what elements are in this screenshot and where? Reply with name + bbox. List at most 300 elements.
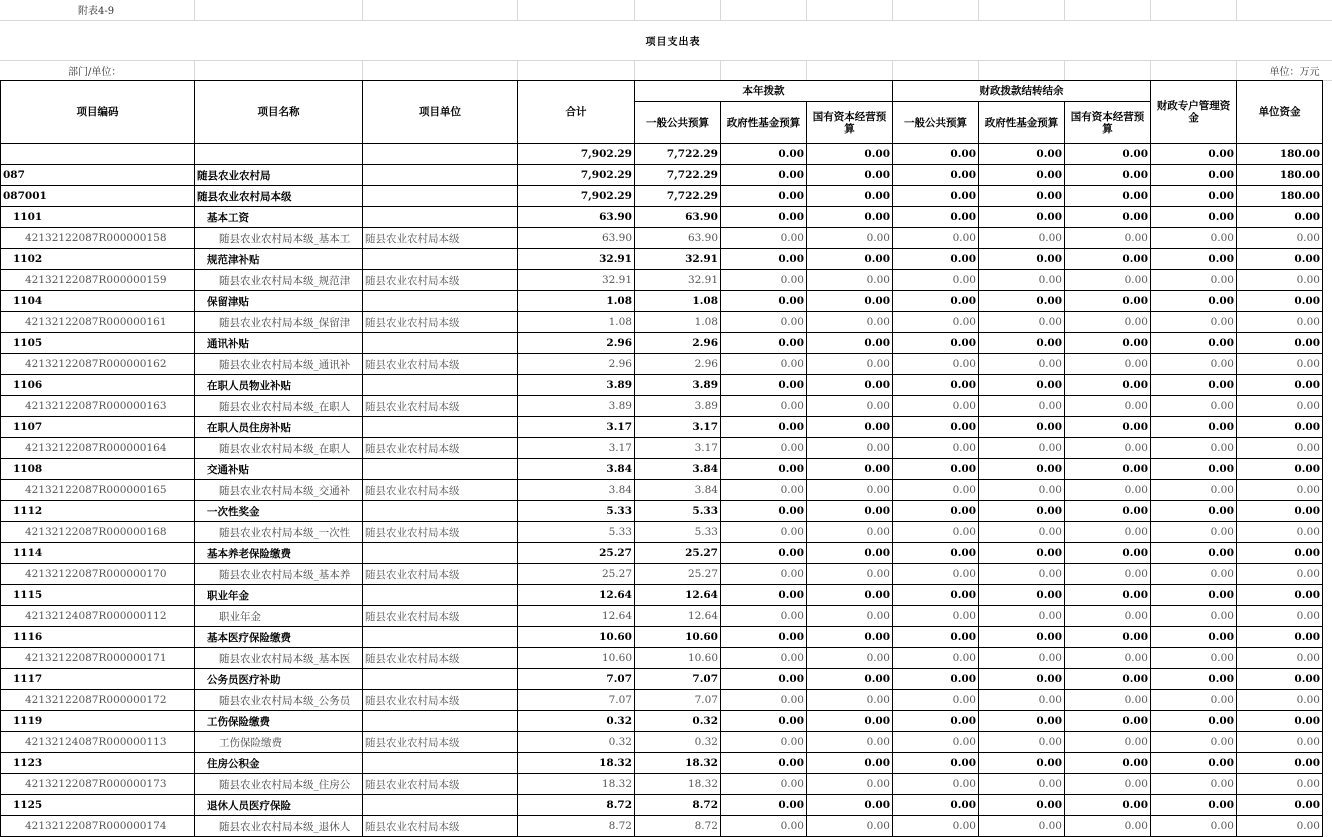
cell-g2-general[interactable]: 0.00 [893, 564, 979, 585]
cell-project-name[interactable]: 住房公积金 [195, 753, 363, 774]
cell-g1-general[interactable]: 2.96 [635, 333, 721, 354]
cell-special-account[interactable]: 0.00 [1151, 312, 1237, 333]
cell-project-name[interactable]: 随县农业农村局本级_规范津 [195, 270, 363, 291]
cell-g2-general[interactable]: 0.00 [893, 291, 979, 312]
cell-g1-state-capital[interactable]: 0.00 [807, 207, 893, 228]
cell-project-unit[interactable] [363, 186, 518, 207]
cell-project-unit[interactable]: 随县农业农村局本级 [363, 564, 518, 585]
cell-project-code[interactable]: 42132122087R000000168 [1, 522, 195, 543]
cell-special-account[interactable]: 0.00 [1151, 438, 1237, 459]
table-row[interactable] [1, 753, 1323, 774]
cell-project-code[interactable]: 1123 [1, 753, 195, 774]
cell-g1-state-capital[interactable]: 0.00 [807, 333, 893, 354]
cell-self-funds[interactable]: 0.00 [1237, 501, 1323, 522]
cell-project-name[interactable]: 随县农业农村局本级_基本养 [195, 564, 363, 585]
cell-total[interactable]: 7.07 [518, 669, 635, 690]
cell-g2-state-capital[interactable]: 0.00 [1065, 312, 1151, 333]
cell-total[interactable]: 18.32 [518, 753, 635, 774]
cell-g1-gov-fund[interactable]: 0.00 [721, 144, 807, 165]
cell-project-unit[interactable] [363, 249, 518, 270]
cell-g1-state-capital[interactable]: 0.00 [807, 480, 893, 501]
cell-g1-state-capital[interactable]: 0.00 [807, 354, 893, 375]
cell-special-account[interactable]: 0.00 [1151, 228, 1237, 249]
cell-self-funds[interactable]: 0.00 [1237, 375, 1323, 396]
cell-total[interactable]: 3.84 [518, 480, 635, 501]
cell-g2-gov-fund[interactable]: 0.00 [979, 354, 1065, 375]
cell-project-name[interactable]: 基本工资 [195, 207, 363, 228]
cell-g2-general[interactable]: 0.00 [893, 816, 979, 837]
cell-g1-state-capital[interactable]: 0.00 [807, 585, 893, 606]
cell-project-unit[interactable]: 随县农业农村局本级 [363, 606, 518, 627]
cell-g1-state-capital[interactable]: 0.00 [807, 774, 893, 795]
cell-g2-gov-fund[interactable]: 0.00 [979, 795, 1065, 816]
cell-g2-gov-fund[interactable]: 0.00 [979, 144, 1065, 165]
cell-self-funds[interactable]: 0.00 [1237, 606, 1323, 627]
cell-g1-state-capital[interactable]: 0.00 [807, 144, 893, 165]
cell-total[interactable]: 7,902.29 [518, 144, 635, 165]
header-g2-general[interactable]: 一般公共预算 [893, 102, 979, 144]
cell-g2-general[interactable]: 0.00 [893, 711, 979, 732]
cell-g2-gov-fund[interactable]: 0.00 [979, 648, 1065, 669]
cell-self-funds[interactable]: 0.00 [1237, 459, 1323, 480]
cell-g2-state-capital[interactable]: 0.00 [1065, 774, 1151, 795]
cell-special-account[interactable]: 0.00 [1151, 375, 1237, 396]
cell-special-account[interactable]: 0.00 [1151, 270, 1237, 291]
cell-self-funds[interactable]: 0.00 [1237, 417, 1323, 438]
cell-special-account[interactable]: 0.00 [1151, 165, 1237, 186]
cell-self-funds[interactable]: 180.00 [1237, 144, 1323, 165]
cell-g1-state-capital[interactable]: 0.00 [807, 627, 893, 648]
header-total[interactable]: 合计 [518, 81, 635, 144]
cell-g2-general[interactable]: 0.00 [893, 753, 979, 774]
cell-project-name[interactable]: 随县农业农村局本级_基本工 [195, 228, 363, 249]
cell-g2-general[interactable]: 0.00 [893, 438, 979, 459]
cell-special-account[interactable]: 0.00 [1151, 753, 1237, 774]
cell-g1-gov-fund[interactable]: 0.00 [721, 291, 807, 312]
cell-project-name[interactable]: 随县农业农村局本级_公务员 [195, 690, 363, 711]
cell-g2-gov-fund[interactable]: 0.00 [979, 270, 1065, 291]
cell-g1-general[interactable]: 10.60 [635, 648, 721, 669]
cell-g2-gov-fund[interactable]: 0.00 [979, 249, 1065, 270]
table-row[interactable] [1, 606, 1323, 627]
cell-project-name[interactable]: 规范津补贴 [195, 249, 363, 270]
cell-total[interactable]: 12.64 [518, 585, 635, 606]
table-row[interactable] [1, 522, 1323, 543]
cell-project-name[interactable]: 在职人员住房补贴 [195, 417, 363, 438]
cell-g2-gov-fund[interactable]: 0.00 [979, 543, 1065, 564]
cell-total[interactable]: 10.60 [518, 648, 635, 669]
cell-project-unit[interactable]: 随县农业农村局本级 [363, 270, 518, 291]
cell-g2-gov-fund[interactable]: 0.00 [979, 690, 1065, 711]
cell-project-name[interactable]: 职业年金 [195, 585, 363, 606]
cell-g1-state-capital[interactable]: 0.00 [807, 291, 893, 312]
cell-g1-gov-fund[interactable]: 0.00 [721, 669, 807, 690]
cell-g2-gov-fund[interactable]: 0.00 [979, 333, 1065, 354]
cell-project-unit[interactable]: 随县农业农村局本级 [363, 396, 518, 417]
cell-project-unit[interactable]: 随县农业农村局本级 [363, 648, 518, 669]
cell-project-unit[interactable] [363, 585, 518, 606]
cell-self-funds[interactable]: 0.00 [1237, 816, 1323, 837]
table-row[interactable] [1, 144, 1323, 165]
cell-g1-general[interactable]: 1.08 [635, 312, 721, 333]
cell-g2-state-capital[interactable]: 0.00 [1065, 459, 1151, 480]
cell-project-unit[interactable]: 随县农业农村局本级 [363, 312, 518, 333]
cell-project-code[interactable]: 42132122087R000000163 [1, 396, 195, 417]
cell-self-funds[interactable]: 0.00 [1237, 795, 1323, 816]
cell-total[interactable]: 7.07 [518, 690, 635, 711]
note-cell[interactable]: 附表4-9 [0, 0, 194, 20]
cell-g2-state-capital[interactable]: 0.00 [1065, 690, 1151, 711]
cell-project-code[interactable]: 1119 [1, 711, 195, 732]
cell-project-name[interactable]: 随县农业农村局本级_住房公 [195, 774, 363, 795]
cell-g1-gov-fund[interactable]: 0.00 [721, 711, 807, 732]
cell-g2-state-capital[interactable]: 0.00 [1065, 270, 1151, 291]
cell-project-name[interactable]: 工伤保险缴费 [195, 732, 363, 753]
cell-project-unit[interactable]: 随县农业农村局本级 [363, 480, 518, 501]
cell-project-unit[interactable]: 随县农业农村局本级 [363, 354, 518, 375]
cell-g1-general[interactable]: 10.60 [635, 627, 721, 648]
cell-project-name[interactable]: 退休人员医疗保险 [195, 795, 363, 816]
cell-g1-gov-fund[interactable]: 0.00 [721, 501, 807, 522]
cell-g1-gov-fund[interactable]: 0.00 [721, 522, 807, 543]
cell-g2-gov-fund[interactable]: 0.00 [979, 627, 1065, 648]
table-row[interactable] [1, 795, 1323, 816]
cell-g1-general[interactable]: 7,722.29 [635, 165, 721, 186]
cell-total[interactable]: 8.72 [518, 816, 635, 837]
cell-self-funds[interactable]: 0.00 [1237, 396, 1323, 417]
cell-project-code[interactable]: 42132122087R000000170 [1, 564, 195, 585]
cell-self-funds[interactable]: 0.00 [1237, 333, 1323, 354]
cell-g2-general[interactable]: 0.00 [893, 690, 979, 711]
cell-g1-general[interactable]: 5.33 [635, 501, 721, 522]
cell-g2-gov-fund[interactable]: 0.00 [979, 228, 1065, 249]
unit-label-cell[interactable]: 单位：万元 [1236, 60, 1332, 80]
cell-project-code[interactable]: 1104 [1, 291, 195, 312]
cell-project-name[interactable]: 随县农业农村局本级_在职人 [195, 396, 363, 417]
cell-g2-gov-fund[interactable]: 0.00 [979, 186, 1065, 207]
cell-total[interactable]: 2.96 [518, 354, 635, 375]
cell-g2-state-capital[interactable]: 0.00 [1065, 165, 1151, 186]
cell-project-name[interactable]: 随县农业农村局本级_保留津 [195, 312, 363, 333]
cell-g1-general[interactable]: 3.84 [635, 480, 721, 501]
cell-g2-general[interactable]: 0.00 [893, 606, 979, 627]
cell-project-code[interactable]: 1115 [1, 585, 195, 606]
table-title[interactable]: 项目支出表 [0, 20, 1332, 60]
cell-g1-general[interactable]: 12.64 [635, 606, 721, 627]
cell-g1-state-capital[interactable]: 0.00 [807, 270, 893, 291]
table-row[interactable] [1, 354, 1323, 375]
header-code[interactable]: 项目编码 [1, 81, 195, 144]
cell-g1-general[interactable]: 8.72 [635, 816, 721, 837]
cell-g2-state-capital[interactable]: 0.00 [1065, 648, 1151, 669]
table-row[interactable] [1, 228, 1323, 249]
table-row[interactable] [1, 417, 1323, 438]
cell-g1-general[interactable]: 32.91 [635, 249, 721, 270]
cell-project-name[interactable]: 随县农业农村局本级_交通补 [195, 480, 363, 501]
header-group-carryover[interactable]: 财政拨款结转结余 [893, 81, 1151, 102]
cell-self-funds[interactable]: 0.00 [1237, 627, 1323, 648]
cell-g1-gov-fund[interactable]: 0.00 [721, 564, 807, 585]
cell-g2-general[interactable]: 0.00 [893, 186, 979, 207]
cell-project-name[interactable]: 公务员医疗补助 [195, 669, 363, 690]
cell-g1-general[interactable]: 3.84 [635, 459, 721, 480]
table-row[interactable] [1, 291, 1323, 312]
cell-total[interactable]: 3.89 [518, 396, 635, 417]
cell-g2-general[interactable]: 0.00 [893, 228, 979, 249]
cell-g1-general[interactable]: 32.91 [635, 270, 721, 291]
cell-g1-general[interactable]: 25.27 [635, 543, 721, 564]
cell-g1-general[interactable]: 3.89 [635, 396, 721, 417]
cell-project-unit[interactable]: 随县农业农村局本级 [363, 228, 518, 249]
cell-g2-state-capital[interactable]: 0.00 [1065, 228, 1151, 249]
cell-g1-gov-fund[interactable]: 0.00 [721, 606, 807, 627]
cell-g1-state-capital[interactable]: 0.00 [807, 165, 893, 186]
cell-g1-general[interactable]: 3.17 [635, 417, 721, 438]
cell-self-funds[interactable]: 0.00 [1237, 354, 1323, 375]
cell-g2-gov-fund[interactable]: 0.00 [979, 501, 1065, 522]
cell-self-funds[interactable]: 0.00 [1237, 690, 1323, 711]
cell-g2-state-capital[interactable]: 0.00 [1065, 354, 1151, 375]
cell-g2-general[interactable]: 0.00 [893, 543, 979, 564]
cell-self-funds[interactable]: 0.00 [1237, 522, 1323, 543]
cell-g2-state-capital[interactable]: 0.00 [1065, 522, 1151, 543]
table-row[interactable] [1, 396, 1323, 417]
cell-g2-state-capital[interactable]: 0.00 [1065, 438, 1151, 459]
cell-project-code[interactable]: 1106 [1, 375, 195, 396]
cell-g2-general[interactable]: 0.00 [893, 333, 979, 354]
cell-g2-gov-fund[interactable]: 0.00 [979, 375, 1065, 396]
cell-special-account[interactable]: 0.00 [1151, 291, 1237, 312]
table-row[interactable] [1, 375, 1323, 396]
cell-g2-general[interactable]: 0.00 [893, 585, 979, 606]
cell-g1-state-capital[interactable]: 0.00 [807, 753, 893, 774]
table-row[interactable] [1, 270, 1323, 291]
cell-g2-gov-fund[interactable]: 0.00 [979, 438, 1065, 459]
cell-project-code[interactable]: 1105 [1, 333, 195, 354]
cell-g1-gov-fund[interactable]: 0.00 [721, 333, 807, 354]
cell-project-unit[interactable]: 随县农业农村局本级 [363, 732, 518, 753]
cell-project-code[interactable]: 42132122087R000000165 [1, 480, 195, 501]
cell-g1-state-capital[interactable]: 0.00 [807, 228, 893, 249]
cell-project-name[interactable]: 一次性奖金 [195, 501, 363, 522]
cell-special-account[interactable]: 0.00 [1151, 585, 1237, 606]
cell-special-account[interactable]: 0.00 [1151, 396, 1237, 417]
cell-project-unit[interactable] [363, 669, 518, 690]
cell-project-code[interactable] [1, 144, 195, 165]
cell-self-funds[interactable]: 0.00 [1237, 480, 1323, 501]
header-group-current-year[interactable]: 本年拨款 [635, 81, 893, 102]
cell-total[interactable]: 3.17 [518, 438, 635, 459]
cell-special-account[interactable]: 0.00 [1151, 795, 1237, 816]
table-row[interactable] [1, 480, 1323, 501]
cell-g1-state-capital[interactable]: 0.00 [807, 396, 893, 417]
cell-g2-state-capital[interactable]: 0.00 [1065, 333, 1151, 354]
cell-self-funds[interactable]: 0.00 [1237, 438, 1323, 459]
cell-g1-general[interactable]: 18.32 [635, 753, 721, 774]
cell-project-name[interactable]: 通讯补贴 [195, 333, 363, 354]
cell-g1-gov-fund[interactable]: 0.00 [721, 396, 807, 417]
table-row[interactable] [1, 207, 1323, 228]
cell-g1-state-capital[interactable]: 0.00 [807, 564, 893, 585]
cell-total[interactable]: 25.27 [518, 564, 635, 585]
cell-total[interactable]: 12.64 [518, 606, 635, 627]
cell-g1-gov-fund[interactable]: 0.00 [721, 165, 807, 186]
cell-g2-general[interactable]: 0.00 [893, 774, 979, 795]
cell-project-code[interactable]: 1107 [1, 417, 195, 438]
table-row[interactable] [1, 627, 1323, 648]
cell-project-unit[interactable] [363, 627, 518, 648]
cell-g1-state-capital[interactable]: 0.00 [807, 795, 893, 816]
cell-project-name[interactable] [195, 144, 363, 165]
cell-project-name[interactable]: 基本养老保险缴费 [195, 543, 363, 564]
table-row[interactable] [1, 774, 1323, 795]
cell-project-code[interactable]: 087 [1, 165, 195, 186]
cell-self-funds[interactable]: 0.00 [1237, 564, 1323, 585]
cell-g1-state-capital[interactable]: 0.00 [807, 438, 893, 459]
cell-g2-general[interactable]: 0.00 [893, 480, 979, 501]
cell-g1-gov-fund[interactable]: 0.00 [721, 375, 807, 396]
header-g1-general[interactable]: 一般公共预算 [635, 102, 721, 144]
cell-g1-general[interactable]: 7,722.29 [635, 144, 721, 165]
cell-project-name[interactable]: 职业年金 [195, 606, 363, 627]
cell-project-unit[interactable] [363, 291, 518, 312]
cell-total[interactable]: 18.32 [518, 774, 635, 795]
cell-project-code[interactable]: 42132122087R000000158 [1, 228, 195, 249]
table-row[interactable] [1, 648, 1323, 669]
cell-g2-gov-fund[interactable]: 0.00 [979, 753, 1065, 774]
cell-g1-state-capital[interactable]: 0.00 [807, 606, 893, 627]
cell-g1-general[interactable]: 2.96 [635, 354, 721, 375]
cell-g2-gov-fund[interactable]: 0.00 [979, 207, 1065, 228]
cell-total[interactable]: 1.08 [518, 291, 635, 312]
cell-g1-gov-fund[interactable]: 0.00 [721, 312, 807, 333]
cell-special-account[interactable]: 0.00 [1151, 606, 1237, 627]
cell-g1-state-capital[interactable]: 0.00 [807, 543, 893, 564]
cell-g2-general[interactable]: 0.00 [893, 648, 979, 669]
cell-g2-gov-fund[interactable]: 0.00 [979, 564, 1065, 585]
header-special-account[interactable]: 财政专户管理资金 [1151, 81, 1237, 144]
table-row[interactable] [1, 669, 1323, 690]
cell-g2-state-capital[interactable]: 0.00 [1065, 816, 1151, 837]
cell-g2-state-capital[interactable]: 0.00 [1065, 564, 1151, 585]
header-name[interactable]: 项目名称 [195, 81, 363, 144]
cell-g2-general[interactable]: 0.00 [893, 627, 979, 648]
cell-g1-gov-fund[interactable]: 0.00 [721, 774, 807, 795]
cell-special-account[interactable]: 0.00 [1151, 732, 1237, 753]
cell-g2-gov-fund[interactable]: 0.00 [979, 480, 1065, 501]
cell-g2-general[interactable]: 0.00 [893, 459, 979, 480]
cell-g2-gov-fund[interactable]: 0.00 [979, 291, 1065, 312]
cell-special-account[interactable]: 0.00 [1151, 669, 1237, 690]
cell-project-unit[interactable] [363, 753, 518, 774]
cell-self-funds[interactable]: 0.00 [1237, 249, 1323, 270]
cell-project-unit[interactable] [363, 459, 518, 480]
cell-project-unit[interactable]: 随县农业农村局本级 [363, 774, 518, 795]
cell-project-unit[interactable]: 随县农业农村局本级 [363, 816, 518, 837]
cell-g1-state-capital[interactable]: 0.00 [807, 816, 893, 837]
cell-g2-gov-fund[interactable]: 0.00 [979, 711, 1065, 732]
cell-g2-gov-fund[interactable]: 0.00 [979, 165, 1065, 186]
cell-self-funds[interactable]: 0.00 [1237, 648, 1323, 669]
cell-total[interactable]: 5.33 [518, 501, 635, 522]
cell-self-funds[interactable]: 0.00 [1237, 543, 1323, 564]
cell-total[interactable]: 3.84 [518, 459, 635, 480]
cell-g1-state-capital[interactable]: 0.00 [807, 732, 893, 753]
cell-total[interactable]: 10.60 [518, 627, 635, 648]
cell-g1-general[interactable]: 7,722.29 [635, 186, 721, 207]
cell-self-funds[interactable]: 0.00 [1237, 312, 1323, 333]
cell-self-funds[interactable]: 0.00 [1237, 711, 1323, 732]
cell-g1-gov-fund[interactable]: 0.00 [721, 228, 807, 249]
cell-project-unit[interactable] [363, 795, 518, 816]
cell-total[interactable]: 0.32 [518, 732, 635, 753]
cell-g2-state-capital[interactable]: 0.00 [1065, 291, 1151, 312]
cell-g2-state-capital[interactable]: 0.00 [1065, 753, 1151, 774]
cell-self-funds[interactable]: 0.00 [1237, 732, 1323, 753]
cell-total[interactable]: 3.17 [518, 417, 635, 438]
cell-g2-gov-fund[interactable]: 0.00 [979, 732, 1065, 753]
cell-project-name[interactable]: 随县农业农村局本级_退休人 [195, 816, 363, 837]
header-g2-state-capital[interactable]: 国有资本经营预算 [1065, 102, 1151, 144]
cell-g2-state-capital[interactable]: 0.00 [1065, 144, 1151, 165]
cell-g2-gov-fund[interactable]: 0.00 [979, 312, 1065, 333]
cell-g1-general[interactable]: 7.07 [635, 690, 721, 711]
table-row[interactable] [1, 816, 1323, 837]
cell-g2-general[interactable]: 0.00 [893, 501, 979, 522]
cell-self-funds[interactable]: 180.00 [1237, 165, 1323, 186]
cell-g2-gov-fund[interactable]: 0.00 [979, 396, 1065, 417]
cell-g1-gov-fund[interactable]: 0.00 [721, 207, 807, 228]
cell-g1-general[interactable]: 3.17 [635, 438, 721, 459]
cell-self-funds[interactable]: 0.00 [1237, 270, 1323, 291]
cell-special-account[interactable]: 0.00 [1151, 501, 1237, 522]
cell-project-unit[interactable]: 随县农业农村局本级 [363, 522, 518, 543]
cell-special-account[interactable]: 0.00 [1151, 480, 1237, 501]
cell-self-funds[interactable]: 0.00 [1237, 669, 1323, 690]
cell-project-name[interactable]: 随县农业农村局本级 [195, 186, 363, 207]
cell-g2-state-capital[interactable]: 0.00 [1065, 627, 1151, 648]
cell-g2-gov-fund[interactable]: 0.00 [979, 606, 1065, 627]
cell-self-funds[interactable]: 180.00 [1237, 186, 1323, 207]
cell-project-name[interactable]: 随县农业农村局本级_基本医 [195, 648, 363, 669]
cell-g2-general[interactable]: 0.00 [893, 144, 979, 165]
table-row[interactable] [1, 711, 1323, 732]
cell-special-account[interactable]: 0.00 [1151, 711, 1237, 732]
cell-g2-general[interactable]: 0.00 [893, 312, 979, 333]
cell-project-code[interactable]: 42132122087R000000159 [1, 270, 195, 291]
cell-project-name[interactable]: 随县农业农村局本级_通讯补 [195, 354, 363, 375]
cell-g1-gov-fund[interactable]: 0.00 [721, 753, 807, 774]
cell-special-account[interactable]: 0.00 [1151, 690, 1237, 711]
cell-g2-state-capital[interactable]: 0.00 [1065, 585, 1151, 606]
dept-label-cell[interactable]: 部门/单位： [0, 60, 194, 80]
table-row[interactable] [1, 186, 1323, 207]
table-row[interactable] [1, 564, 1323, 585]
cell-self-funds[interactable]: 0.00 [1237, 585, 1323, 606]
cell-g1-state-capital[interactable]: 0.00 [807, 249, 893, 270]
cell-g1-general[interactable]: 0.32 [635, 732, 721, 753]
cell-project-unit[interactable] [363, 207, 518, 228]
cell-project-name[interactable]: 随县农业农村局 [195, 165, 363, 186]
cell-project-name[interactable]: 保留津贴 [195, 291, 363, 312]
cell-g1-gov-fund[interactable]: 0.00 [721, 543, 807, 564]
cell-g1-state-capital[interactable]: 0.00 [807, 522, 893, 543]
cell-g1-state-capital[interactable]: 0.00 [807, 186, 893, 207]
cell-g1-gov-fund[interactable]: 0.00 [721, 354, 807, 375]
cell-g1-general[interactable]: 18.32 [635, 774, 721, 795]
cell-g1-gov-fund[interactable]: 0.00 [721, 585, 807, 606]
header-self-funds[interactable]: 单位资金 [1237, 81, 1323, 144]
